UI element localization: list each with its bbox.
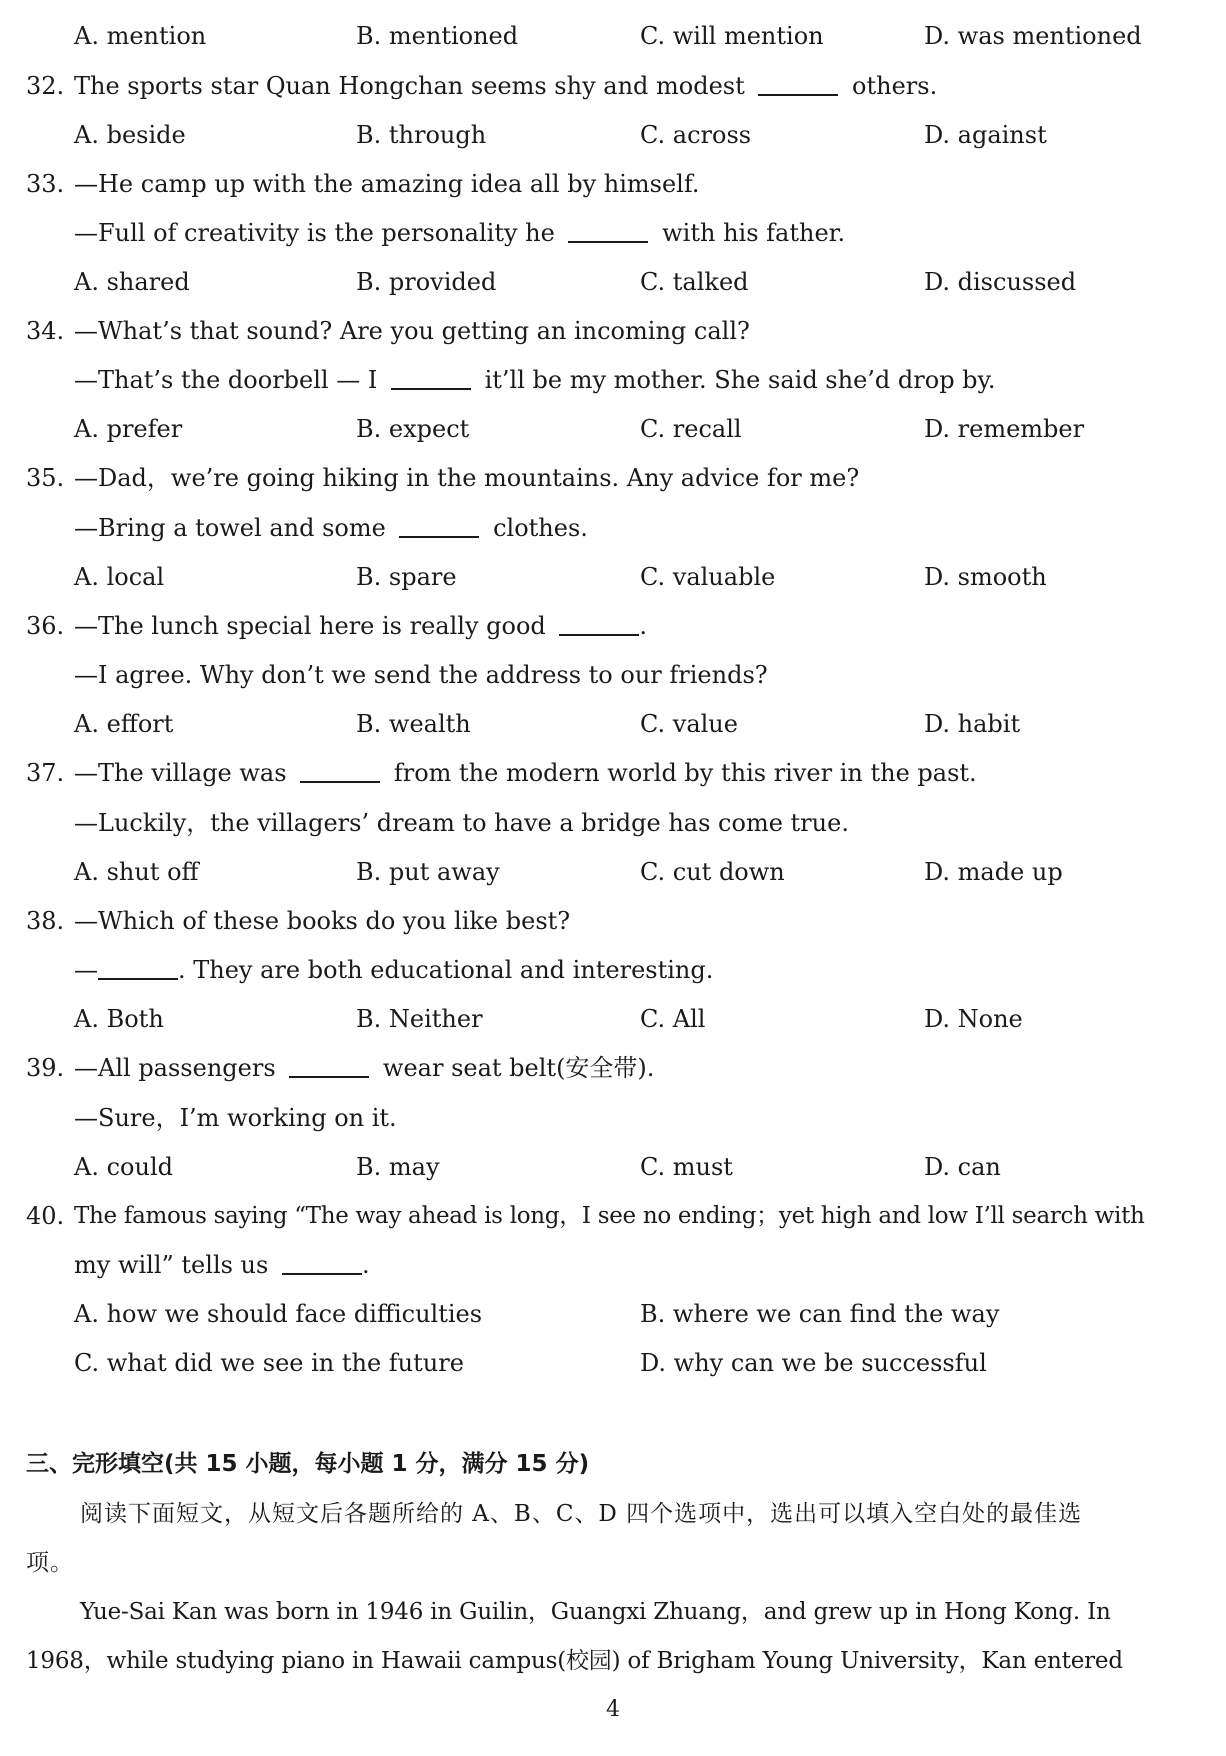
q40-options-row2 — [0, 1343, 1226, 1383]
q38-text-b: . They are both educational and interesting. — [178, 956, 714, 984]
q40-option-a: A. how we should face difficulties — [74, 1300, 483, 1328]
answer-blank — [758, 68, 838, 96]
q36-option-b: B. wealth — [356, 710, 471, 738]
q38-option-a: A. Both — [74, 1005, 164, 1033]
q36-dialogue-1 — [74, 606, 647, 646]
answer-blank — [399, 510, 479, 538]
q32-text — [74, 66, 937, 106]
q39-text-b: wear seat belt(安全带). — [382, 1054, 655, 1082]
q40-options-row1 — [0, 1294, 1226, 1334]
q39-option-d: D. can — [924, 1153, 1001, 1181]
q34-dialogue-2 — [74, 360, 996, 400]
q31-option-b: B. mentioned — [356, 22, 519, 50]
section-heading-row — [0, 1444, 1226, 1484]
q32-options — [0, 115, 1226, 155]
q35-number: 35. — [26, 464, 65, 492]
q34-number: 34. — [26, 317, 65, 345]
passage-line1 — [0, 1592, 1226, 1632]
q40-line2 — [0, 1245, 1226, 1285]
q35-option-a: A. local — [74, 563, 165, 591]
q34-line2 — [0, 360, 1226, 400]
q33-line2 — [0, 213, 1226, 253]
q33-line1 — [0, 164, 1226, 204]
instruction-text-1: 阅读下面短文，从短文后各题所给的 A、B、C、D 四个选项中，选出可以填入空白处的最佳选 — [80, 1501, 1083, 1527]
answer-blank — [98, 952, 178, 980]
q31-options — [0, 16, 1226, 56]
q37-dialogue-2: —Luckily，the villagers’ dream to have a bridge has come true. — [74, 809, 849, 837]
answer-blank — [391, 362, 471, 390]
answer-blank — [568, 215, 648, 243]
q39-number: 39. — [26, 1054, 65, 1082]
instruction-line1 — [0, 1494, 1226, 1534]
q35-text-a: —Bring a towel and some — [74, 514, 386, 542]
q38-dialogue-1: —Which of these books do you like best? — [74, 907, 571, 935]
q40-text-b: . — [361, 1251, 370, 1279]
q40-option-d: D. why can we be successful — [640, 1349, 987, 1377]
q38-dialogue-2 — [74, 950, 713, 990]
q31-option-c: C. will mention — [640, 22, 824, 50]
q35-option-b: B. spare — [356, 563, 457, 591]
q38-options — [0, 999, 1226, 1039]
q37-option-a: A. shut off — [74, 858, 199, 886]
q33-text-b: with his father. — [662, 219, 846, 247]
q34-options — [0, 409, 1226, 449]
passage-text-2: 1968，while studying piano in Hawaii campus(校园) of Brigham Young University，Kan entered — [26, 1648, 1123, 1674]
q33-dialogue-1: —He camp up with the amazing idea all by himself. — [74, 170, 700, 198]
q36-options — [0, 704, 1226, 744]
q35-option-d: D. smooth — [924, 563, 1047, 591]
q35-dialogue-1: —Dad，we’re going hiking in the mountains. Any advice for me? — [74, 464, 860, 492]
q36-option-d: D. habit — [924, 710, 1021, 738]
q37-number: 37. — [26, 759, 65, 787]
q33-option-a: A. shared — [74, 268, 190, 296]
q35-options — [0, 557, 1226, 597]
q38-number: 38. — [26, 907, 65, 935]
instruction-line2 — [0, 1543, 1226, 1583]
q33-text-a: —Full of creativity is the personality he — [74, 219, 555, 247]
q36-line1 — [0, 606, 1226, 646]
q39-option-a: A. could — [74, 1153, 173, 1181]
q35-line1 — [0, 458, 1226, 498]
q31-option-a: A. mention — [74, 22, 207, 50]
q38-line2 — [0, 950, 1226, 990]
q36-line2 — [0, 655, 1226, 695]
section-heading: 三、完形填空(共 15 小题，每小题 1 分，满分 15 分) — [26, 1451, 590, 1477]
q37-option-c: C. cut down — [640, 858, 785, 886]
q35-line2 — [0, 508, 1226, 548]
q33-option-c: C. talked — [640, 268, 749, 296]
q34-option-c: C. recall — [640, 415, 742, 443]
q37-line2 — [0, 803, 1226, 843]
q32-option-c: C. across — [640, 121, 752, 149]
q39-text-a: —All passengers — [74, 1054, 276, 1082]
page-footer — [0, 1690, 1226, 1730]
answer-blank — [289, 1050, 369, 1078]
q35-option-c: C. valuable — [640, 563, 776, 591]
q34-option-d: D. remember — [924, 415, 1085, 443]
answer-blank — [282, 1247, 362, 1275]
q33-number: 33. — [26, 170, 65, 198]
q39-line2 — [0, 1098, 1226, 1138]
q38-option-b: B. Neither — [356, 1005, 483, 1033]
q39-option-b: B. may — [356, 1153, 440, 1181]
q32-option-a: A. beside — [74, 121, 186, 149]
q32-stem — [0, 66, 1226, 106]
instruction-text-2: 项。 — [26, 1550, 74, 1576]
q37-dialogue-1 — [74, 753, 977, 793]
q34-dialogue-1: —What’s that sound? Are you getting an incoming call? — [74, 317, 750, 345]
q40-stem-2 — [74, 1245, 370, 1285]
q40-option-c: C. what did we see in the future — [74, 1349, 464, 1377]
q31-option-d: D. was mentioned — [924, 22, 1142, 50]
q32-number: 32. — [26, 72, 65, 100]
q38-line1 — [0, 901, 1226, 941]
answer-blank — [559, 608, 639, 636]
q37-text-a: —The village was — [74, 759, 287, 787]
q38-text-a: — — [74, 956, 98, 984]
q40-number: 40. — [26, 1202, 65, 1230]
q34-line1 — [0, 311, 1226, 351]
answer-blank — [300, 755, 380, 783]
q32-option-d: D. against — [924, 121, 1047, 149]
q38-option-c: C. All — [640, 1005, 706, 1033]
q32-option-b: B. through — [356, 121, 487, 149]
q32-text-b: others. — [852, 72, 938, 100]
q39-option-c: C. must — [640, 1153, 733, 1181]
q37-option-d: D. made up — [924, 858, 1063, 886]
q36-text-a: —The lunch special here is really good — [74, 612, 546, 640]
q36-option-a: A. effort — [74, 710, 174, 738]
q35-dialogue-2 — [74, 508, 588, 548]
q40-line1 — [0, 1196, 1226, 1236]
q32-text-a: The sports star Quan Hongchan seems shy and modest — [74, 72, 745, 100]
q36-text-b: . — [639, 612, 648, 640]
q40-option-b: B. where we can find the way — [640, 1300, 1000, 1328]
q36-option-c: C. value — [640, 710, 738, 738]
q39-dialogue-1 — [74, 1048, 654, 1088]
q34-text-b: it’ll be my mother. She said she’d drop by. — [484, 366, 996, 394]
q40-text-a: my will” tells us — [74, 1251, 269, 1279]
q34-text-a: —That’s the doorbell — I — [74, 366, 378, 394]
q36-dialogue-2: —I agree. Why don’t we send the address to our friends? — [74, 661, 768, 689]
q39-dialogue-2: —Sure，I’m working on it. — [74, 1104, 397, 1132]
q33-options — [0, 262, 1226, 302]
q40-stem-1: The famous saying “The way ahead is long，I see no ending；yet high and low I’ll search with — [74, 1203, 1145, 1229]
q37-options — [0, 852, 1226, 892]
q39-line1 — [0, 1048, 1226, 1088]
q34-option-b: B. expect — [356, 415, 470, 443]
q35-text-b: clothes. — [493, 514, 588, 542]
q33-option-b: B. provided — [356, 268, 497, 296]
passage-line2 — [0, 1641, 1226, 1681]
q34-option-a: A. prefer — [74, 415, 183, 443]
q37-line1 — [0, 753, 1226, 793]
q36-number: 36. — [26, 612, 65, 640]
q38-option-d: D. None — [924, 1005, 1023, 1033]
q33-dialogue-2 — [74, 213, 845, 253]
q39-options — [0, 1147, 1226, 1187]
q37-option-b: B. put away — [356, 858, 500, 886]
q33-option-d: D. discussed — [924, 268, 1077, 296]
passage-text-1: Yue-Sai Kan was born in 1946 in Guilin，Guangxi Zhuang，and grew up in Hong Kong. In — [80, 1599, 1111, 1625]
q37-text-b: from the modern world by this river in the past. — [393, 759, 977, 787]
page-number: 4 — [606, 1697, 620, 1722]
